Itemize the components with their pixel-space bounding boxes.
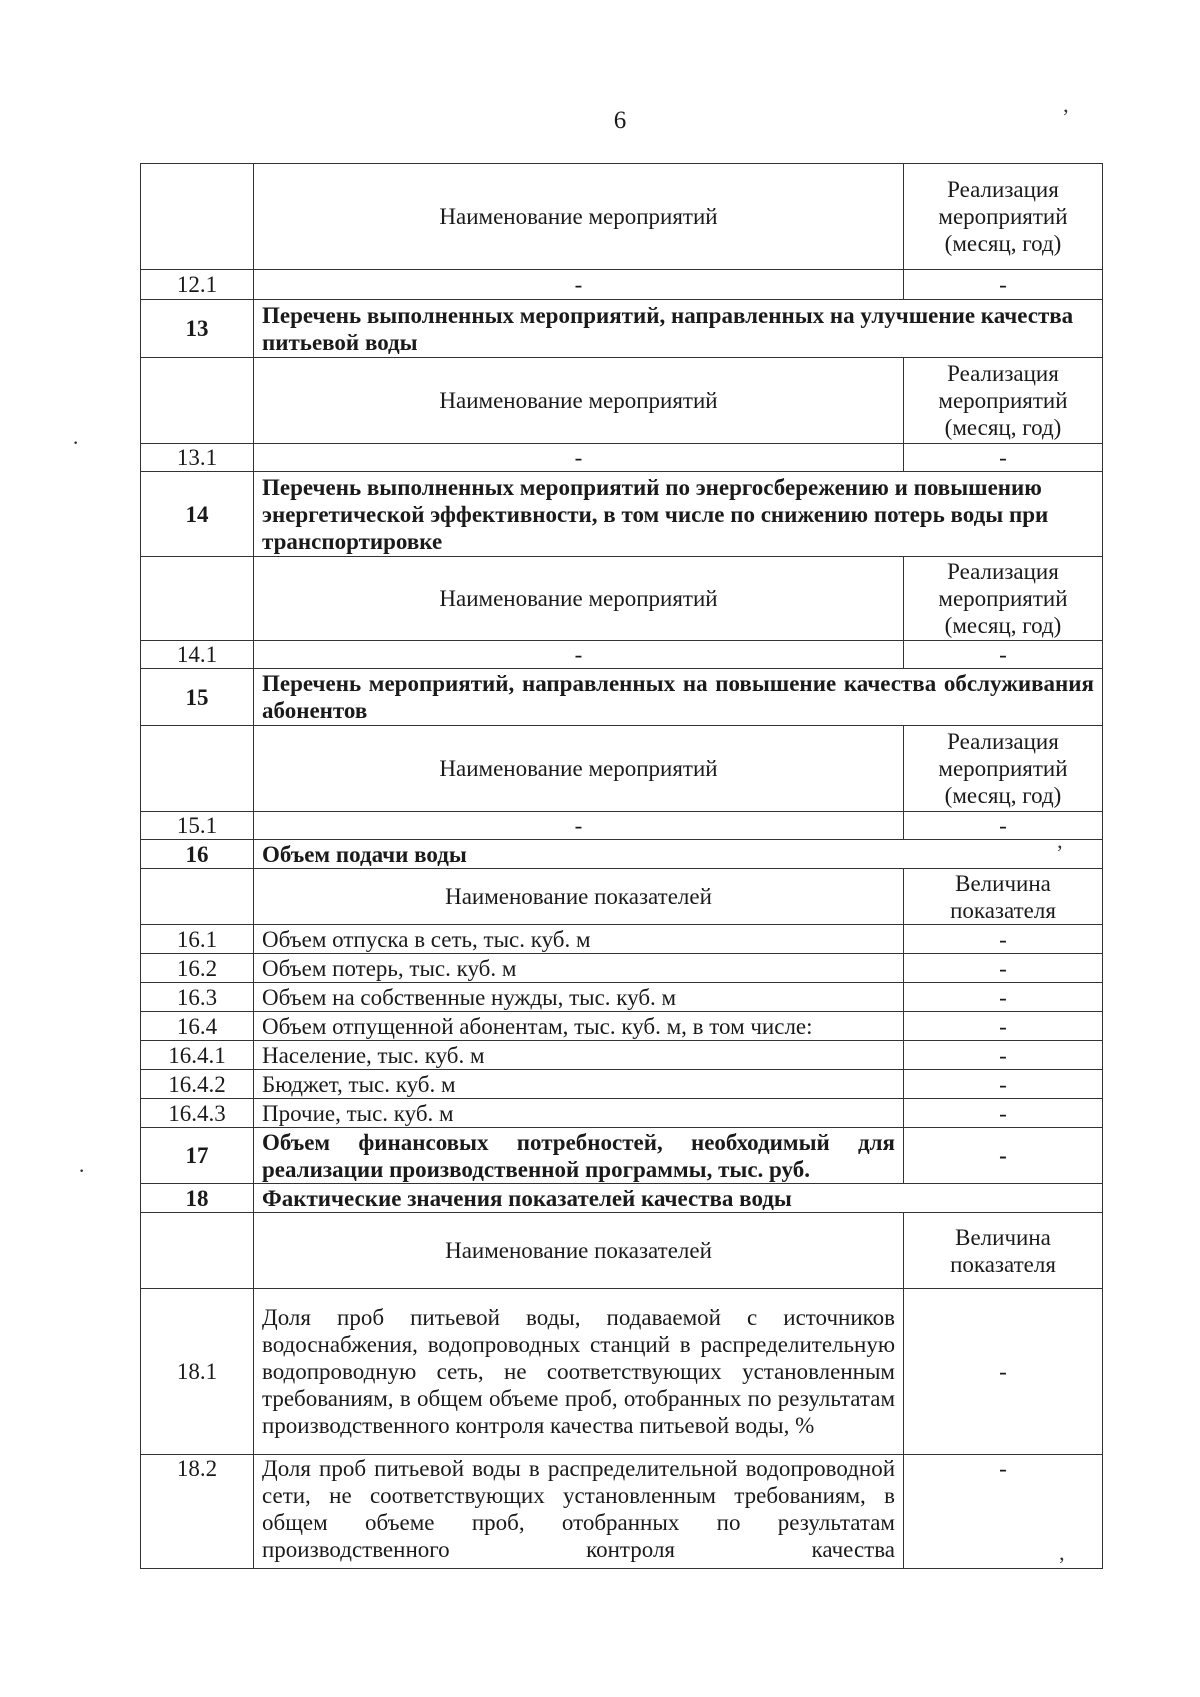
page-number: 6: [613, 107, 627, 134]
row-name: Доля проб питьевой воды в распределительной водопроводной сети, не соответствующих установленным требованиям, в общем объеме проб, отобранных по результатам производственного контроля качества: [254, 1455, 904, 1569]
section-number: 17: [141, 1128, 254, 1184]
section-row: [141, 1128, 1103, 1184]
row-number: 18.1: [141, 1289, 254, 1455]
section-title: Перечень выполненных мероприятий, направленных на улучшение качества питьевой воды: [254, 300, 1103, 358]
section-row: [141, 840, 1103, 869]
measure-impl-header: Реализация мероприятий (месяц, год): [904, 164, 1103, 270]
row-name: Объем отпуска в сеть, тыс. куб. м: [254, 925, 904, 954]
section-title: Объем финансовых потребностей, необходимый для реализации производственной программы, тыс. руб.: [254, 1128, 904, 1184]
section-row: [141, 472, 1103, 557]
section-title: Перечень мероприятий, направленных на повышение качества обслуживания абонентов: [254, 669, 1103, 726]
header-row: [141, 869, 1103, 925]
row-number: 14.1: [141, 641, 254, 669]
empty-cell: [141, 358, 254, 444]
row-number: 16.2: [141, 954, 254, 983]
section-title: Перечень выполненных мероприятий по энергосбережению и повышению энергетической эффективности, в том числе по снижению потерь воды при транспортировке: [254, 472, 1103, 557]
row-value: -: [904, 954, 1103, 983]
row-name: -: [254, 270, 904, 300]
row-value: -: [904, 925, 1103, 954]
table-row: [141, 812, 1103, 840]
row-number: 15.1: [141, 812, 254, 840]
scan-speck: ·: [78, 1158, 86, 1183]
row-name: Объем отпущенной абонентам, тыс. куб. м, в том числе:: [254, 1012, 904, 1041]
table-row: [141, 1070, 1103, 1099]
row-number: 16.4.2: [141, 1070, 254, 1099]
header-row: [141, 726, 1103, 812]
scan-speck: ’: [1058, 1552, 1066, 1577]
row-name: Население, тыс. куб. м: [254, 1041, 904, 1070]
table-row: [141, 1455, 1103, 1569]
measure-impl-header: Реализация мероприятий (месяц, год): [904, 726, 1103, 812]
row-number: 12.1: [141, 270, 254, 300]
row-name: Прочие, тыс. куб. м: [254, 1099, 904, 1128]
measure-name-header: Наименование мероприятий: [254, 358, 904, 444]
section-number: 15: [141, 669, 254, 726]
section-number: 18: [141, 1184, 254, 1213]
section-title: Фактические значения показателей качества воды: [254, 1184, 1103, 1213]
row-number: 16.4.3: [141, 1099, 254, 1128]
row-value: -: [904, 1128, 1103, 1184]
row-value: -: [904, 1012, 1103, 1041]
section-row: [141, 669, 1103, 726]
header-row: [141, 358, 1103, 444]
empty-cell: [141, 164, 254, 270]
row-value: -: [904, 1455, 1103, 1569]
table-row: [141, 983, 1103, 1012]
table-row: [141, 925, 1103, 954]
row-name: Бюджет, тыс. куб. м: [254, 1070, 904, 1099]
header-row: [141, 557, 1103, 641]
section-title: Объем подачи воды: [254, 840, 1103, 869]
row-value: -: [904, 1099, 1103, 1128]
empty-cell: [141, 1213, 254, 1289]
table-row: [141, 1099, 1103, 1128]
indicator-value-header: Величина показателя: [904, 1213, 1103, 1289]
row-number: 16.3: [141, 983, 254, 1012]
row-value: -: [904, 983, 1103, 1012]
row-value: -: [904, 1289, 1103, 1455]
row-name: -: [254, 641, 904, 669]
section-number: 13: [141, 300, 254, 358]
measure-name-header: Наименование мероприятий: [254, 557, 904, 641]
row-value: -: [904, 1041, 1103, 1070]
indicator-value-header: Величина показателя: [904, 869, 1103, 925]
scan-speck: ’: [1062, 104, 1070, 129]
indicator-name-header: Наименование показателей: [254, 1213, 904, 1289]
row-number: 13.1: [141, 444, 254, 472]
table-row: [141, 1041, 1103, 1070]
measure-name-header: Наименование мероприятий: [254, 726, 904, 812]
row-value: -: [904, 641, 1103, 669]
row-value: -: [904, 812, 1103, 840]
empty-cell: [141, 557, 254, 641]
row-number: 18.2: [141, 1455, 254, 1569]
row-number: 16.4: [141, 1012, 254, 1041]
row-name: Доля проб питьевой воды, подаваемой с источников водоснабжения, водопроводных станций в распределительную водопроводную сеть, не соответствующих установленным требованиям, в общем объеме проб, отобранных по результатам производственного контроля качества питьевой воды, %: [254, 1289, 904, 1455]
row-number: 16.4.1: [141, 1041, 254, 1070]
measure-name-header: Наименование мероприятий: [254, 164, 904, 270]
table-row: [141, 270, 1103, 300]
table-row: [141, 444, 1103, 472]
empty-cell: [141, 726, 254, 812]
table-row: [141, 641, 1103, 669]
indicator-name-header: Наименование показателей: [254, 869, 904, 925]
section-row: [141, 300, 1103, 358]
section-number: 16: [141, 840, 254, 869]
measure-impl-header: Реализация мероприятий (месяц, год): [904, 557, 1103, 641]
section-number: 14: [141, 472, 254, 557]
scan-speck: ’: [1056, 840, 1064, 865]
measure-impl-header: Реализация мероприятий (месяц, год): [904, 358, 1103, 444]
row-value: -: [904, 1070, 1103, 1099]
production-program-table: [140, 163, 1103, 1569]
row-value: -: [904, 444, 1103, 472]
scan-speck: ·: [72, 430, 80, 455]
header-row: [141, 164, 1103, 270]
table-row: [141, 1289, 1103, 1455]
section-row: [141, 1184, 1103, 1213]
row-name: -: [254, 812, 904, 840]
row-name: -: [254, 444, 904, 472]
row-name: Объем потерь, тыс. куб. м: [254, 954, 904, 983]
header-row: [141, 1213, 1103, 1289]
table-row: [141, 1012, 1103, 1041]
row-name: Объем на собственные нужды, тыс. куб. м: [254, 983, 904, 1012]
row-value: -: [904, 270, 1103, 300]
row-number: 16.1: [141, 925, 254, 954]
table-row: [141, 954, 1103, 983]
empty-cell: [141, 869, 254, 925]
